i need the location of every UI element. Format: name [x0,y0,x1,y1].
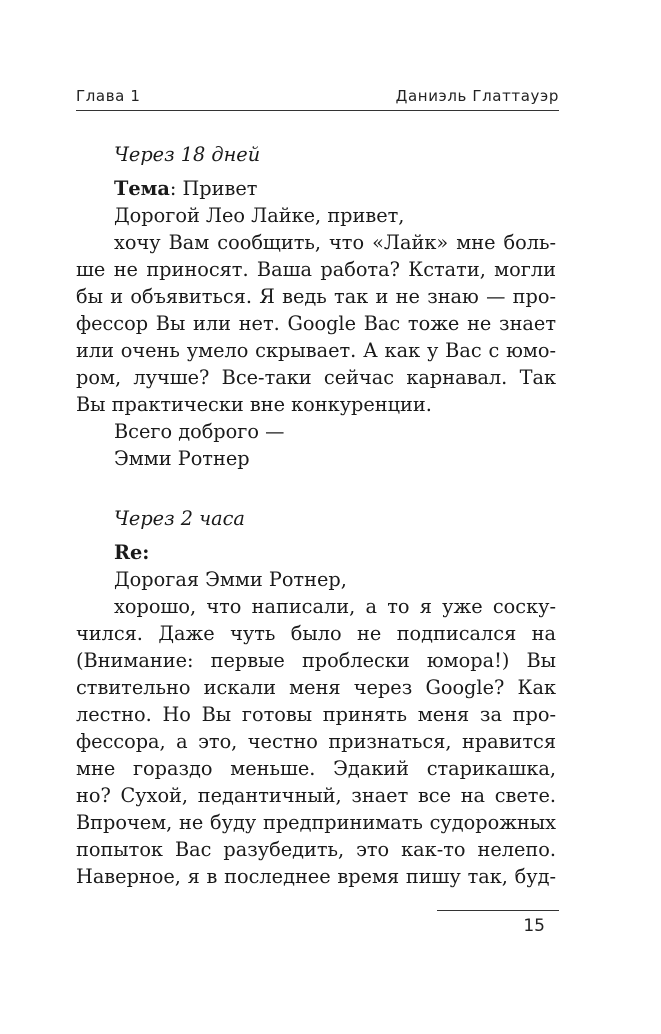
letter2-line: но? Сухой, педантичный, знает все на свете. [76,784,556,807]
letter1-line: бы и объявиться. Я ведь так и не знаю — про- [76,285,556,308]
letter1-closing: Всего доброго — [114,420,285,443]
letter1-line: или очень умело скрывает. А как у Вас с юмо- [76,339,556,362]
page-number: 15 [523,916,545,936]
chapter-title: Глава 1 [76,87,141,105]
letter2-time: Через 2 часа [114,507,245,530]
letter2-line: Наверное, я в последнее время пишу так, буд- [76,865,556,888]
header-divider [76,110,559,111]
letter2-subject: Re: [114,541,150,564]
letter2-line: мне гораздо меньше. Эдакий старикашка, [76,757,556,780]
letter2-line: Впрочем, не буду предпринимать судорожных [76,811,556,834]
letter1-line: фессор Вы или нет. Google Вас тоже не знает [76,312,556,335]
letter2-line: фессора, а это, честно признаться, нравится [76,730,556,753]
letter2-line: лестно. Но Вы готовы принять меня за про- [76,703,556,726]
letter1-line: хочу Вам сообщить, что «Лайк» мне боль- [114,231,556,254]
letter2-line: чился. Даже чуть было не подписался на [76,622,556,645]
letter1-subject [114,176,556,202]
letter2-line: (Внимание: первые проблески юмора!) Вы [76,649,556,672]
letter1-line: ше не приносят. Ваша работа? Кстати, могли [76,258,556,281]
letter2-line: попыток Вас разубедить, это как-то нелепо. [76,838,556,861]
letter2-greeting: Дорогая Эмми Ротнер, [114,568,347,591]
letter1-line: ром, лучше? Все-таки сейчас карнавал. Так [76,366,556,389]
letter1-time: Через 18 дней [114,143,261,166]
subject-label: Тема [114,177,170,200]
letter2-line: хорошо, что написали, а то я уже соску- [114,595,556,618]
subject-value: : Привет [169,177,258,200]
letter1-greeting: Дорогой Лео Лайке, привет, [114,204,405,227]
letter1-line: Вы практически вне конкуренции. [76,393,432,416]
letter2-line: ствительно искали меня через Google? Как [76,676,556,699]
footer-divider [437,910,559,911]
author-name: Даниэль Глаттауэр [395,87,559,105]
letter1-signature: Эмми Ротнер [114,447,250,470]
